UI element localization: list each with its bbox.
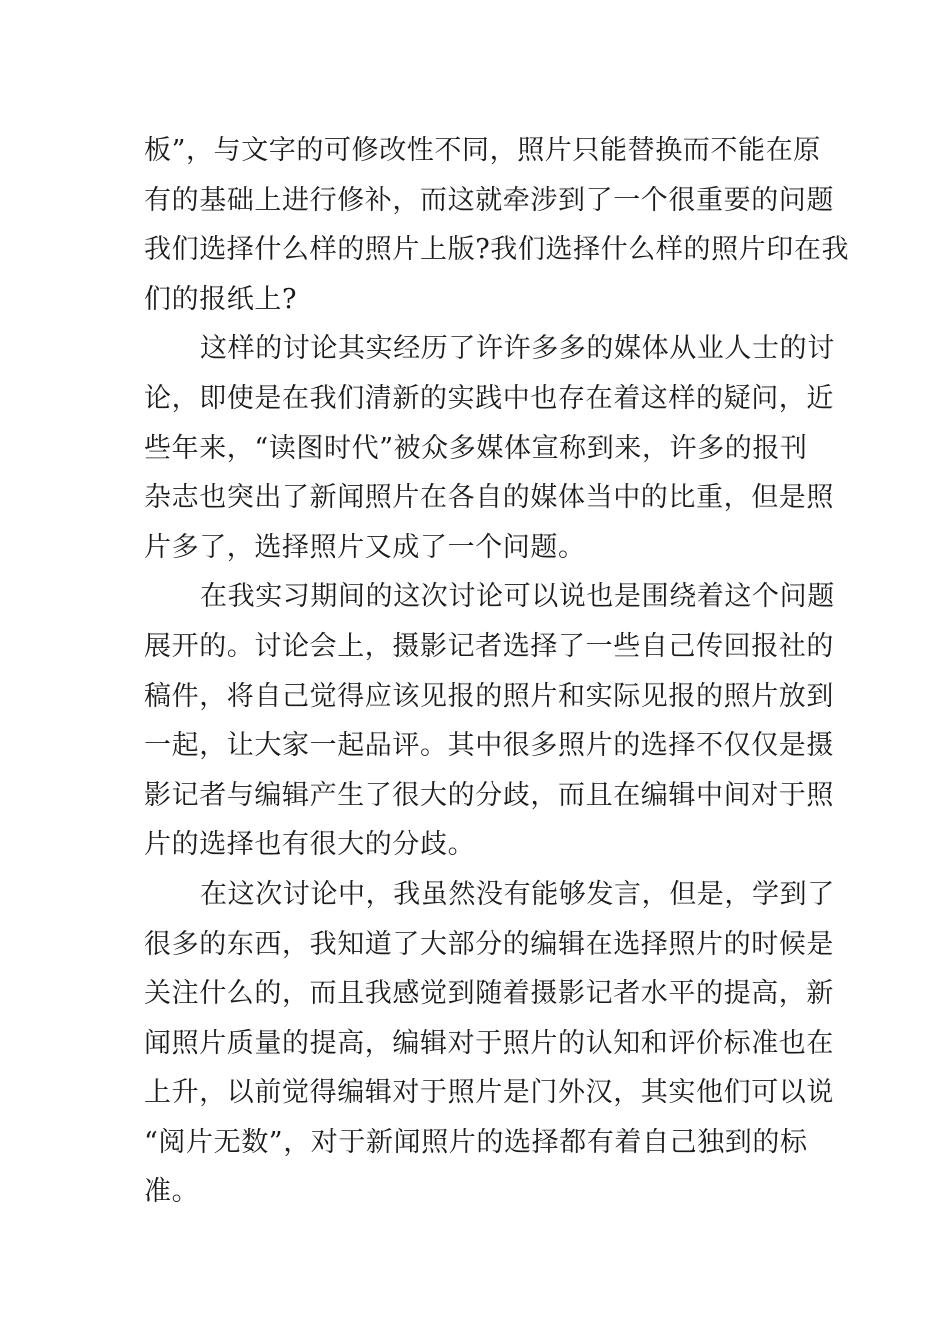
text-line: 准。 bbox=[144, 1176, 200, 1208]
paragraph-1 bbox=[144, 126, 850, 324]
text-line: 闻照片质量的提高，编辑对于照片的认知和评价标准也在 bbox=[144, 1027, 834, 1059]
text-line: 板”，与文字的可修改性不同，照片只能替换而不能在原 bbox=[144, 135, 821, 166]
text-line: 这样的讨论其实经历了许许多多的媒体从业人士的讨 bbox=[200, 333, 835, 365]
text-line: 片的选择也有很大的分歧。 bbox=[144, 829, 476, 861]
text-line: 在我实习期间的这次讨论可以说也是围绕着这个问题 bbox=[200, 581, 835, 613]
text-line: 展开的。讨论会上，摄影记者选择了一些自己传回报社的 bbox=[144, 630, 834, 662]
text-line: “阅片无数”，对于新闻照片的选择都有着自己独到的标 bbox=[144, 1126, 808, 1158]
text-line: 有的基础上进行修补，而这就牵涉到了一个很重要的问题 bbox=[144, 184, 834, 216]
text-line: 们的报纸上? bbox=[144, 283, 298, 315]
text-line: 我们选择什么样的照片上版?我们选择什么样的照片印在我 bbox=[144, 234, 850, 266]
text-line: 杂志也突出了新闻照片在各自的媒体当中的比重，但是照 bbox=[144, 482, 834, 514]
text-line: 片多了，选择照片又成了一个问题。 bbox=[144, 531, 586, 563]
paragraph-2 bbox=[144, 324, 835, 572]
text-line: 些年来，“读图时代”被众多媒体宣称到来，许多的报刊 bbox=[144, 432, 808, 464]
text-line: 影记者与编辑产生了很大的分歧，而且在编辑中间对于照 bbox=[144, 779, 834, 811]
text-line: 很多的东西，我知道了大部分的编辑在选择照片的时候是 bbox=[144, 928, 834, 960]
text-line: 稿件，将自己觉得应该见报的照片和实际见报的照片放到 bbox=[144, 680, 834, 712]
paragraph-3 bbox=[144, 572, 835, 870]
body-text bbox=[144, 126, 850, 1217]
text-line: 一起，让大家一起品评。其中很多照片的选择不仅仅是摄 bbox=[144, 730, 834, 762]
text-line: 论，即使是在我们清新的实践中也存在着这样的疑问，近 bbox=[144, 382, 834, 414]
text-line: 在这次讨论中，我虽然没有能够发言，但是，学到了 bbox=[200, 878, 835, 910]
paragraph-4 bbox=[144, 870, 835, 1217]
text-line: 上升，以前觉得编辑对于照片是门外汉，其实他们可以说 bbox=[144, 1077, 834, 1109]
text-line: 关注什么的，而且我感觉到随着摄影记者水平的提高，新 bbox=[144, 978, 834, 1010]
